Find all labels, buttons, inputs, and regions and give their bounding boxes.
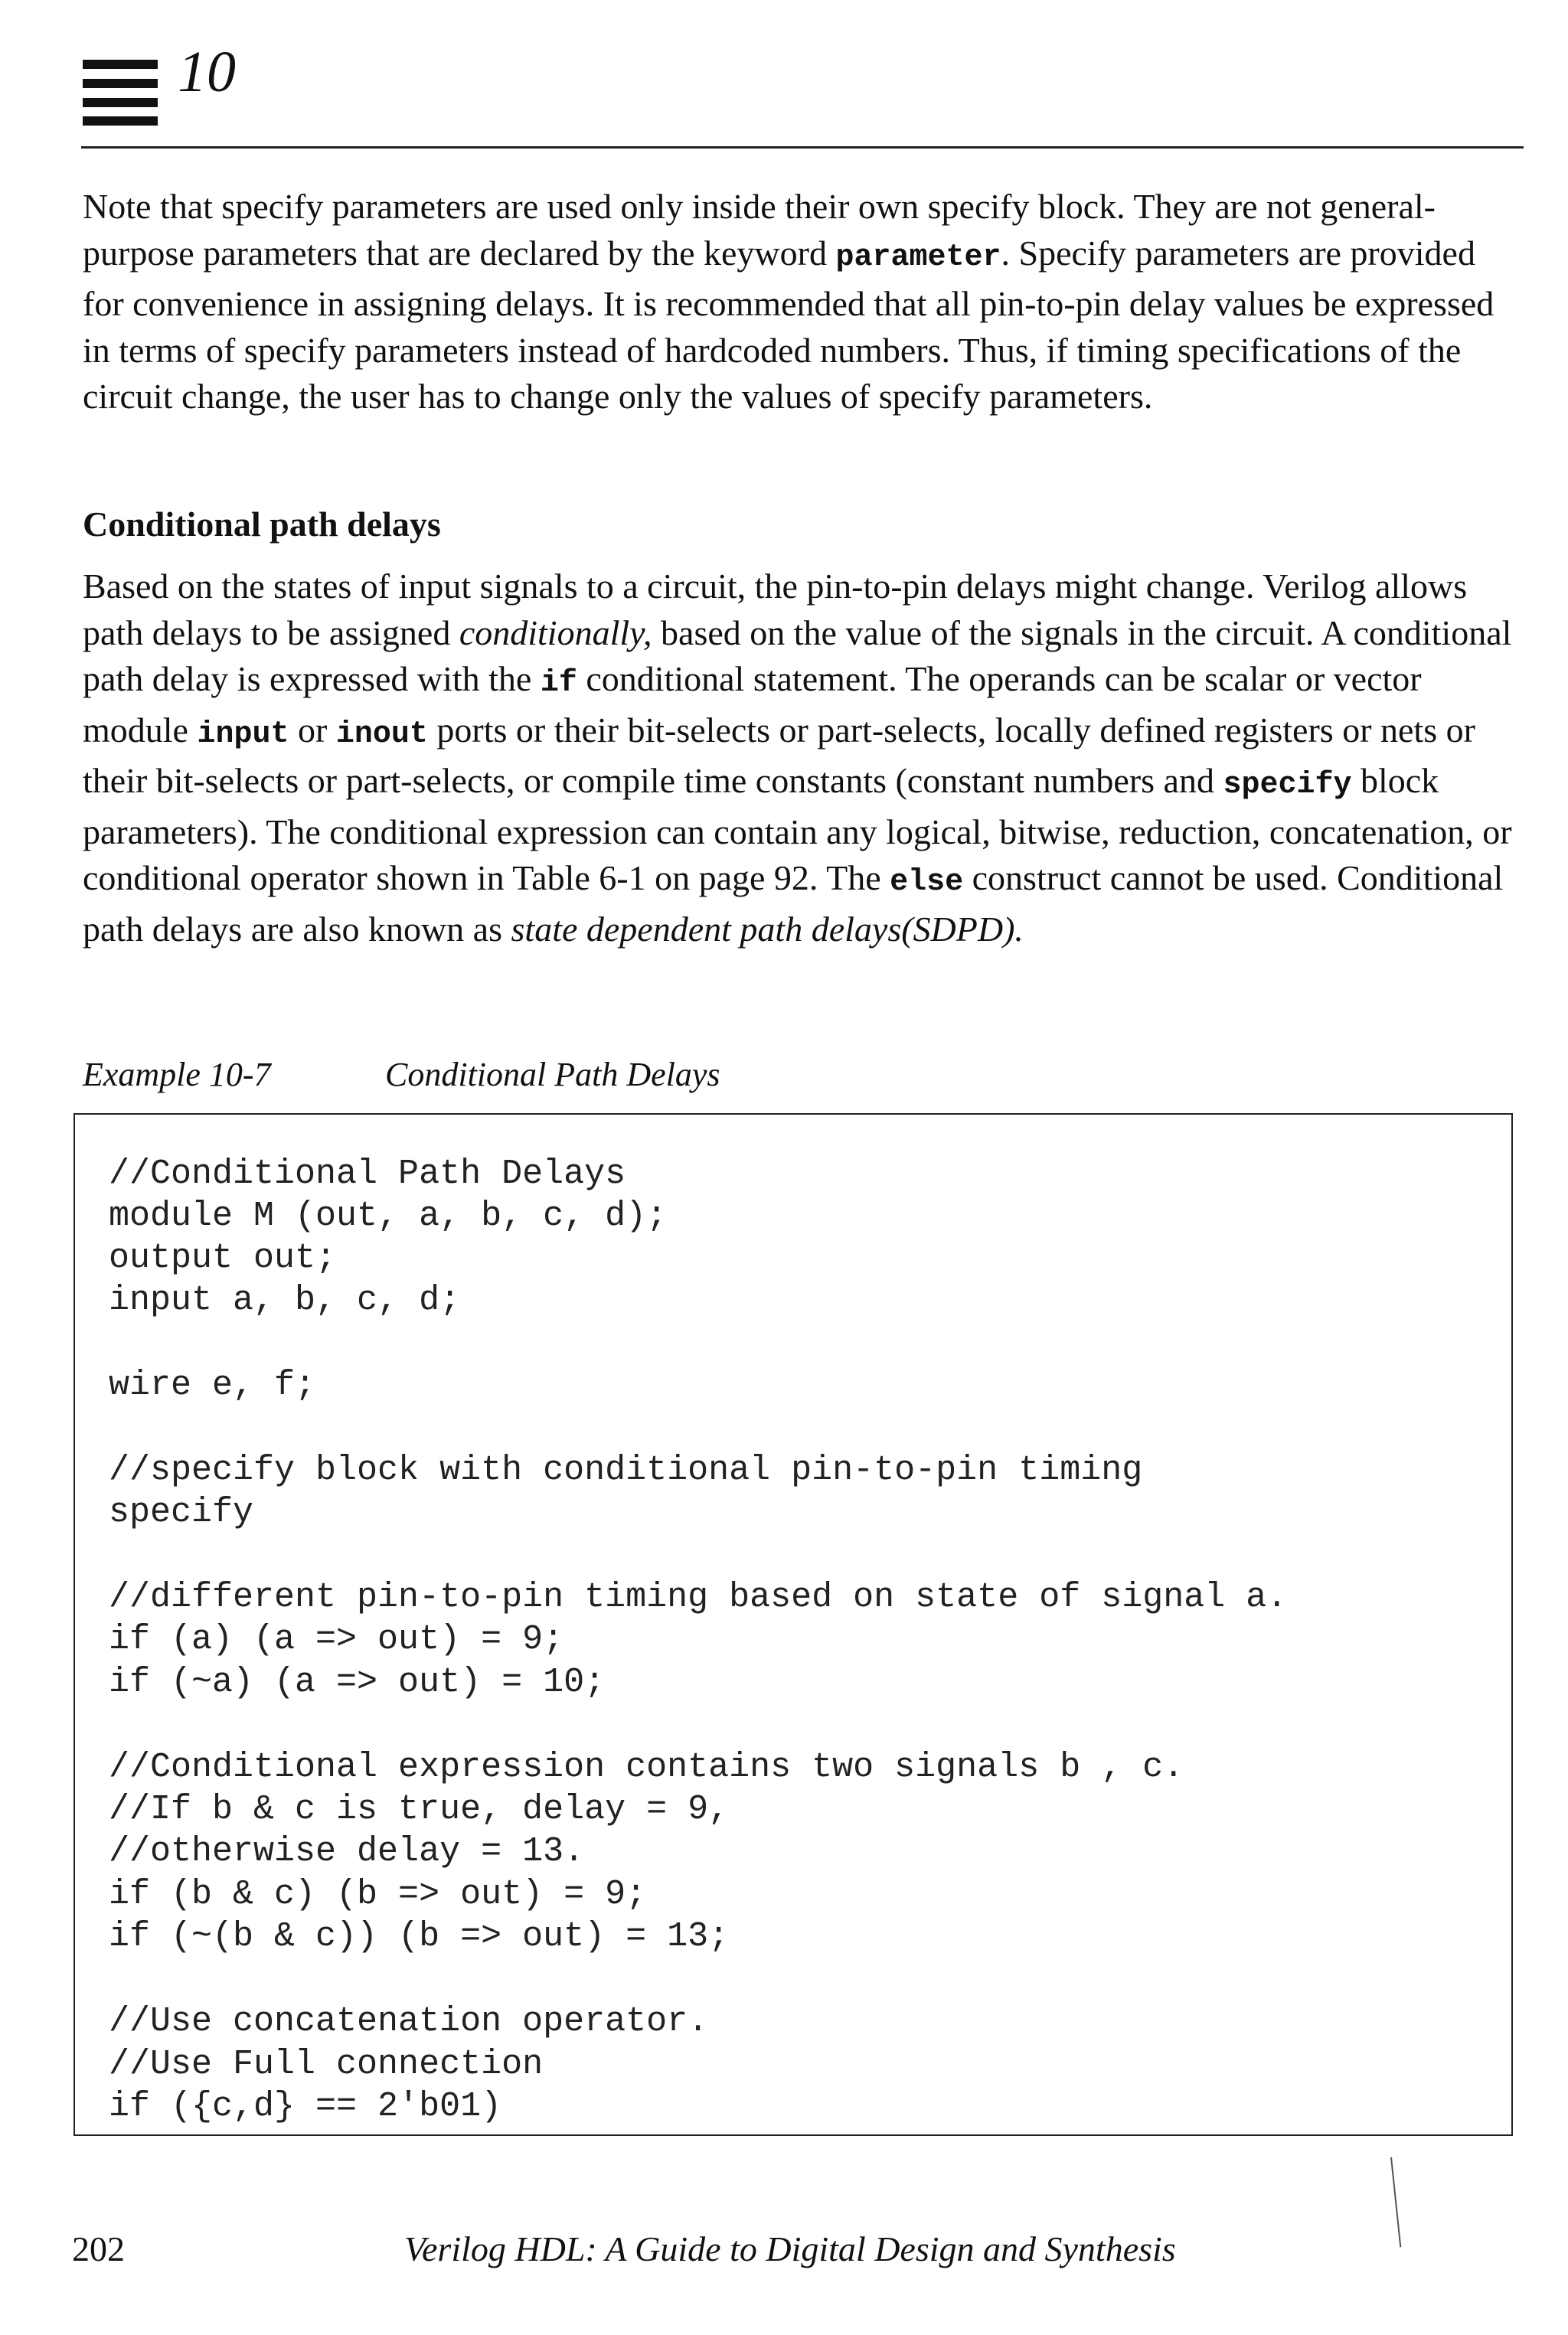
- code-line: input a, b, c, d;: [109, 1281, 461, 1320]
- intro-paragraph: [83, 184, 1522, 420]
- code-line: //If b & c is true, delay = 9,: [109, 1790, 730, 1829]
- code-line: if (~(b & c)) (b => out) = 13;: [109, 1917, 730, 1956]
- code-line: module M (out, a, b, c, d);: [109, 1197, 668, 1236]
- code-line: if (a) (a => out) = 9;: [109, 1620, 564, 1659]
- code-line: if (b & c) (b => out) = 9;: [109, 1875, 647, 1914]
- intro-text-1: Note that specify parameters are used only inside their own specify block. They are not general-purpose parameters that are declared by the keyword: [83, 187, 1436, 273]
- page-number: 202: [72, 2229, 125, 2268]
- header-rule: [81, 146, 1524, 149]
- chapter-menu-icon: [83, 60, 158, 126]
- margin-mark: [1390, 2157, 1401, 2248]
- keyword-else: else: [890, 865, 964, 900]
- section-paragraph: [83, 563, 1522, 952]
- emphasis-sdpd: state dependent path delays(SDPD).: [511, 909, 1024, 949]
- example-caption: [83, 1053, 720, 1096]
- keyword-inout: inout: [335, 717, 428, 752]
- code-line: if (~a) (a => out) = 10;: [109, 1663, 606, 1702]
- section-text-1: Based on the states of input signals to a circuit, the pin-to-pin delays might change. Verilog allows path delays to be assigned: [83, 567, 1468, 652]
- book-title-footer: Verilog HDL: A Guide to Digital Design and Synthesis: [404, 2229, 1176, 2268]
- code-line: //Use Full connection: [109, 2045, 544, 2084]
- section-text-5: ports or their bit-selects or part-selects, locally defined registers or nets or their bit-selects or part-selects, or compile time constants (constant numbers and: [83, 710, 1475, 800]
- section-text-7: construct cannot be used. Conditional path delays are also known as: [83, 858, 1504, 949]
- code-line: //otherwise delay = 13.: [109, 1832, 585, 1871]
- keyword-input: input: [197, 717, 289, 752]
- section-text-4: or: [289, 710, 336, 749]
- example-title: Conditional Path Delays: [385, 1056, 720, 1093]
- section-text-6: block parameters). The conditional expression can contain any logical, bitwise, reduction, concatenation, or conditional operator shown in Table 6-1 on page 92. The: [83, 761, 1512, 897]
- keyword-if: if: [540, 666, 577, 700]
- code-line: //different pin-to-pin timing based on state of signal a.: [109, 1578, 1288, 1617]
- chapter-number: 10: [178, 40, 236, 104]
- code-line: specify: [109, 1493, 254, 1532]
- emphasis-conditionally: conditionally,: [459, 612, 652, 652]
- section-text-2: based on the value of the signals in the circuit. A conditional path delay is expressed with the: [83, 612, 1512, 698]
- code-line: //Conditional Path Delays: [109, 1154, 626, 1194]
- section-heading: Conditional path delays: [83, 505, 441, 544]
- example-label: Example 10-7: [83, 1056, 271, 1093]
- section-text-3: conditional statement. The operands can be scalar or vector module: [83, 659, 1422, 749]
- keyword-specify: specify: [1223, 768, 1352, 802]
- code-line: //Use concatenation operator.: [109, 2002, 709, 2041]
- code-line: //Conditional expression contains two signals b , c.: [109, 1748, 1184, 1787]
- intro-text-2: . Specify parameters are provided for convenience in assigning delays. It is recommended that all pin-to-pin delay values be expressed in terms of specify parameters instead of hardcoded numbers. Thus, if timing specifications of the circuit change, the user has to change only the values of specify parameters.: [83, 233, 1494, 416]
- code-line: //specify block with conditional pin-to-pin timing: [109, 1451, 1143, 1490]
- keyword-parameter: parameter: [835, 240, 1001, 275]
- code-line: wire e, f;: [109, 1366, 316, 1405]
- code-line: output out;: [109, 1239, 337, 1278]
- code-line: if ({c,d} == 2'b01): [109, 2087, 502, 2126]
